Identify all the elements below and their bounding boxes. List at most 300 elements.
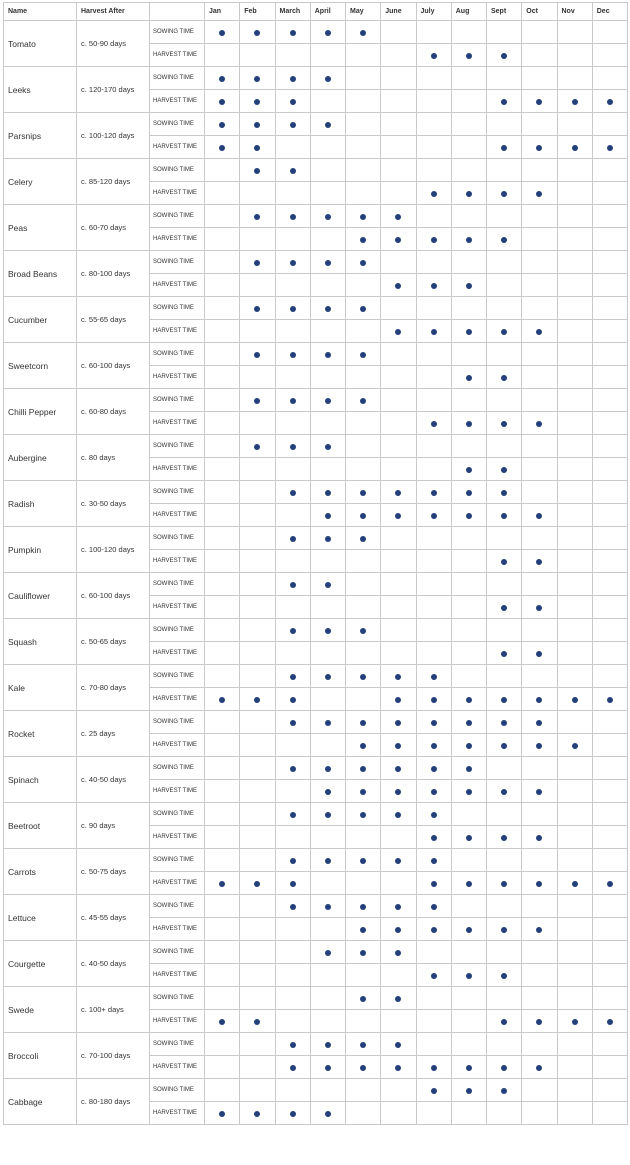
month-cell [592, 573, 627, 596]
harvest-after-value: c. 25 days [77, 711, 150, 757]
month-cell [557, 90, 592, 113]
harvest-dot-icon [219, 1019, 225, 1025]
month-cell [451, 412, 486, 435]
month-cell [557, 458, 592, 481]
harvest-dot-icon [219, 145, 225, 151]
sowing-dot-icon [325, 812, 331, 818]
month-cell [310, 44, 345, 67]
month-cell [240, 1056, 275, 1079]
month-cell [310, 527, 345, 550]
month-cell [275, 136, 310, 159]
month-cell [557, 67, 592, 90]
month-cell [592, 711, 627, 734]
month-cell [451, 573, 486, 596]
month-cell [592, 964, 627, 987]
month-cell [451, 1056, 486, 1079]
month-cell [592, 435, 627, 458]
month-cell [205, 1079, 240, 1102]
month-cell [275, 274, 310, 297]
month-cell [592, 228, 627, 251]
month-cell [346, 21, 381, 44]
sowing-row [4, 481, 628, 504]
month-cell [557, 1102, 592, 1125]
sowing-dot-icon [395, 214, 401, 220]
month-cell [522, 1010, 557, 1033]
harvest-dot-icon [536, 513, 542, 519]
harvest-dot-icon [431, 835, 437, 841]
sowing-dot-icon [325, 352, 331, 358]
month-cell [451, 90, 486, 113]
month-cell [275, 1033, 310, 1056]
month-cell [557, 435, 592, 458]
month-cell [416, 228, 451, 251]
month-cell [451, 987, 486, 1010]
harvest-dot-icon [536, 697, 542, 703]
month-cell [451, 665, 486, 688]
sowing-dot-icon [254, 76, 260, 82]
sowing-dot-icon [431, 674, 437, 680]
harvest-dot-icon [395, 283, 401, 289]
month-cell [346, 688, 381, 711]
month-cell [205, 803, 240, 826]
harvest-time-label: HARVEST TIME [150, 734, 205, 757]
month-cell [310, 320, 345, 343]
sowing-dot-icon [360, 858, 366, 864]
month-cell [240, 159, 275, 182]
sowing-row [4, 1033, 628, 1056]
sowing-time-label: SOWING TIME [150, 389, 205, 412]
month-cell [205, 872, 240, 895]
month-cell [487, 711, 522, 734]
harvest-dot-icon [501, 145, 507, 151]
month-cell [487, 481, 522, 504]
month-cell [205, 44, 240, 67]
month-cell [416, 665, 451, 688]
sowing-time-label: SOWING TIME [150, 343, 205, 366]
month-cell [240, 1033, 275, 1056]
month-cell [592, 987, 627, 1010]
month-cell [451, 619, 486, 642]
harvest-dot-icon [219, 697, 225, 703]
month-cell [451, 941, 486, 964]
month-cell [346, 573, 381, 596]
harvest-dot-icon [501, 835, 507, 841]
harvest-after-value: c. 80 days [77, 435, 150, 481]
month-cell [451, 366, 486, 389]
month-cell [275, 159, 310, 182]
month-cell [205, 320, 240, 343]
month-cell [451, 274, 486, 297]
month-cell [557, 1079, 592, 1102]
month-cell [487, 872, 522, 895]
month-cell [592, 780, 627, 803]
crop-name: Swede [4, 987, 77, 1033]
month-cell [416, 596, 451, 619]
harvest-dot-icon [607, 881, 613, 887]
month-cell [205, 1010, 240, 1033]
harvest-dot-icon [395, 237, 401, 243]
sowing-dot-icon [360, 30, 366, 36]
month-cell [592, 527, 627, 550]
sowing-dot-icon [325, 490, 331, 496]
month-cell [310, 389, 345, 412]
sowing-time-label: SOWING TIME [150, 711, 205, 734]
month-cell [205, 711, 240, 734]
sowing-dot-icon [290, 582, 296, 588]
month-cell [416, 1079, 451, 1102]
harvest-time-label: HARVEST TIME [150, 1056, 205, 1079]
month-cell [240, 918, 275, 941]
harvest-dot-icon [572, 145, 578, 151]
harvest-time-label: HARVEST TIME [150, 136, 205, 159]
month-cell [381, 44, 416, 67]
month-cell [522, 757, 557, 780]
harvest-after-value: c. 70-100 days [77, 1033, 150, 1079]
crop-name: Aubergine [4, 435, 77, 481]
month-cell [451, 849, 486, 872]
month-cell [557, 274, 592, 297]
sowing-row [4, 113, 628, 136]
month-cell [310, 895, 345, 918]
month-cell [240, 481, 275, 504]
sowing-dot-icon [325, 582, 331, 588]
month-cell [487, 297, 522, 320]
harvest-dot-icon [360, 743, 366, 749]
month-cell [381, 780, 416, 803]
sowing-row [4, 987, 628, 1010]
month-cell [346, 826, 381, 849]
sowing-time-label: SOWING TIME [150, 527, 205, 550]
month-cell [522, 159, 557, 182]
month-cell [275, 389, 310, 412]
month-cell [346, 274, 381, 297]
month-cell [557, 803, 592, 826]
crop-name: Cucumber [4, 297, 77, 343]
month-cell [205, 987, 240, 1010]
month-cell [451, 527, 486, 550]
month-cell [205, 941, 240, 964]
harvest-dot-icon [466, 881, 472, 887]
sowing-row [4, 251, 628, 274]
crop-name: Chilli Pepper [4, 389, 77, 435]
month-cell [592, 67, 627, 90]
sowing-dot-icon [325, 950, 331, 956]
month-cell [451, 504, 486, 527]
month-cell [310, 504, 345, 527]
month-cell [240, 297, 275, 320]
month-cell [592, 550, 627, 573]
harvest-dot-icon [572, 881, 578, 887]
harvest-time-label: HARVEST TIME [150, 228, 205, 251]
sowing-dot-icon [466, 720, 472, 726]
sowing-row [4, 527, 628, 550]
month-header-feb: Feb [240, 3, 275, 21]
month-cell [557, 826, 592, 849]
month-cell [240, 366, 275, 389]
month-cell [522, 803, 557, 826]
month-cell [416, 389, 451, 412]
month-cell [205, 918, 240, 941]
month-cell [451, 21, 486, 44]
month-cell [381, 1102, 416, 1125]
month-cell [487, 320, 522, 343]
month-cell [451, 481, 486, 504]
sowing-row [4, 297, 628, 320]
sowing-row [4, 21, 628, 44]
sowing-dot-icon [290, 858, 296, 864]
harvest-dot-icon [290, 1065, 296, 1071]
month-cell [381, 918, 416, 941]
month-cell [416, 527, 451, 550]
month-cell [416, 320, 451, 343]
month-cell [416, 274, 451, 297]
month-cell [310, 1056, 345, 1079]
sowing-row [4, 1079, 628, 1102]
harvest-dot-icon [466, 743, 472, 749]
harvest-after-value: c. 30-50 days [77, 481, 150, 527]
month-cell [557, 734, 592, 757]
month-header-jan: Jan [205, 3, 240, 21]
month-cell [416, 1056, 451, 1079]
harvest-dot-icon [466, 467, 472, 473]
harvest-dot-icon [360, 927, 366, 933]
harvest-time-label: HARVEST TIME [150, 550, 205, 573]
harvest-after-value: c. 100-120 days [77, 113, 150, 159]
month-cell [557, 343, 592, 366]
month-cell [205, 734, 240, 757]
month-cell [592, 849, 627, 872]
harvest-dot-icon [536, 421, 542, 427]
month-cell [346, 1056, 381, 1079]
month-header-nov: Nov [557, 3, 592, 21]
harvest-after-value: c. 60-100 days [77, 573, 150, 619]
crop-name: Tomato [4, 21, 77, 67]
month-cell [592, 1102, 627, 1125]
month-cell [522, 44, 557, 67]
harvest-dot-icon [431, 53, 437, 59]
sowing-dot-icon [360, 674, 366, 680]
month-cell [205, 228, 240, 251]
month-cell [275, 504, 310, 527]
month-cell [205, 849, 240, 872]
crop-name: Broccoli [4, 1033, 77, 1079]
harvest-dot-icon [607, 1019, 613, 1025]
month-cell [205, 642, 240, 665]
crop-name: Lettuce [4, 895, 77, 941]
harvest-dot-icon [431, 743, 437, 749]
month-header-aug: Aug [451, 3, 486, 21]
month-cell [557, 228, 592, 251]
month-cell [310, 803, 345, 826]
harvest-after-value: c. 100+ days [77, 987, 150, 1033]
harvest-dot-icon [466, 421, 472, 427]
month-cell [487, 642, 522, 665]
sowing-time-label: SOWING TIME [150, 435, 205, 458]
month-cell [310, 21, 345, 44]
month-cell [557, 113, 592, 136]
harvest-dot-icon [466, 973, 472, 979]
month-cell [592, 136, 627, 159]
crop-name: Leeks [4, 67, 77, 113]
sowing-dot-icon [254, 122, 260, 128]
month-cell [557, 297, 592, 320]
harvest-time-label: HARVEST TIME [150, 596, 205, 619]
month-cell [416, 458, 451, 481]
month-cell [557, 389, 592, 412]
sowing-dot-icon [325, 674, 331, 680]
month-cell [381, 941, 416, 964]
harvest-dot-icon [501, 329, 507, 335]
harvest-dot-icon [607, 697, 613, 703]
month-cell [275, 343, 310, 366]
month-cell [381, 734, 416, 757]
month-cell [522, 389, 557, 412]
month-cell [310, 435, 345, 458]
sowing-dot-icon [325, 766, 331, 772]
harvest-dot-icon [395, 789, 401, 795]
month-cell [346, 665, 381, 688]
month-cell [557, 481, 592, 504]
sowing-dot-icon [395, 996, 401, 1002]
month-cell [310, 481, 345, 504]
month-cell [416, 688, 451, 711]
crop-name: Pumpkin [4, 527, 77, 573]
month-cell [240, 826, 275, 849]
harvest-dot-icon [325, 1065, 331, 1071]
month-cell [557, 412, 592, 435]
month-cell [451, 803, 486, 826]
month-cell [522, 849, 557, 872]
month-cell [592, 274, 627, 297]
harvest-after-value: c. 50-75 days [77, 849, 150, 895]
month-cell [487, 734, 522, 757]
month-cell [346, 964, 381, 987]
sowing-dot-icon [290, 398, 296, 404]
month-cell [592, 366, 627, 389]
month-cell [310, 159, 345, 182]
planting-calendar-table [3, 2, 628, 1125]
harvest-dot-icon [431, 1065, 437, 1071]
month-cell [240, 895, 275, 918]
sowing-time-label: SOWING TIME [150, 1079, 205, 1102]
month-cell [381, 1079, 416, 1102]
month-cell [381, 228, 416, 251]
month-cell [346, 1033, 381, 1056]
sowing-dot-icon [290, 536, 296, 542]
sowing-time-label: SOWING TIME [150, 21, 205, 44]
month-cell [416, 366, 451, 389]
month-cell [416, 619, 451, 642]
month-cell [592, 1033, 627, 1056]
month-cell [381, 343, 416, 366]
sowing-time-label: SOWING TIME [150, 113, 205, 136]
sowing-dot-icon [325, 398, 331, 404]
month-cell [240, 67, 275, 90]
month-cell [557, 918, 592, 941]
month-cell [205, 481, 240, 504]
crop-name: Parsnips [4, 113, 77, 159]
month-cell [310, 826, 345, 849]
month-cell [416, 711, 451, 734]
month-cell [416, 205, 451, 228]
harvest-dot-icon [466, 789, 472, 795]
harvest-dot-icon [360, 513, 366, 519]
row-type-header [150, 3, 205, 21]
month-cell [487, 136, 522, 159]
month-cell [381, 803, 416, 826]
month-cell [451, 642, 486, 665]
month-cell [275, 205, 310, 228]
month-cell [557, 21, 592, 44]
sowing-dot-icon [395, 490, 401, 496]
month-cell [451, 872, 486, 895]
harvest-dot-icon [466, 237, 472, 243]
sowing-dot-icon [290, 766, 296, 772]
month-cell [240, 435, 275, 458]
month-cell [205, 780, 240, 803]
month-cell [451, 297, 486, 320]
harvest-time-label: HARVEST TIME [150, 872, 205, 895]
sowing-dot-icon [360, 398, 366, 404]
month-cell [487, 803, 522, 826]
month-cell [205, 21, 240, 44]
month-cell [592, 734, 627, 757]
harvest-after-value: c. 40-50 days [77, 757, 150, 803]
month-cell [275, 780, 310, 803]
month-cell [346, 205, 381, 228]
month-cell [310, 987, 345, 1010]
month-cell [381, 1056, 416, 1079]
month-cell [310, 550, 345, 573]
month-cell [346, 780, 381, 803]
month-cell [240, 412, 275, 435]
harvest-dot-icon [501, 697, 507, 703]
month-cell [451, 918, 486, 941]
sowing-time-label: SOWING TIME [150, 757, 205, 780]
harvest-dot-icon [466, 927, 472, 933]
sowing-dot-icon [254, 260, 260, 266]
month-cell [487, 182, 522, 205]
month-cell [310, 849, 345, 872]
month-cell [487, 21, 522, 44]
sowing-dot-icon [290, 260, 296, 266]
month-cell [205, 665, 240, 688]
sowing-time-label: SOWING TIME [150, 941, 205, 964]
month-cell [205, 274, 240, 297]
sowing-dot-icon [395, 950, 401, 956]
month-cell [592, 918, 627, 941]
month-cell [275, 366, 310, 389]
month-cell [451, 343, 486, 366]
month-cell [205, 458, 240, 481]
month-cell [310, 90, 345, 113]
month-cell [487, 964, 522, 987]
month-cell [310, 918, 345, 941]
harvest-time-label: HARVEST TIME [150, 1010, 205, 1033]
month-cell [451, 389, 486, 412]
month-cell [275, 1079, 310, 1102]
month-cell [310, 665, 345, 688]
month-cell [275, 228, 310, 251]
sowing-dot-icon [219, 76, 225, 82]
month-cell [451, 711, 486, 734]
sowing-dot-icon [431, 720, 437, 726]
month-header-oct: Oct [522, 3, 557, 21]
sowing-dot-icon [325, 858, 331, 864]
month-cell [416, 642, 451, 665]
month-cell [557, 895, 592, 918]
sowing-dot-icon [360, 996, 366, 1002]
